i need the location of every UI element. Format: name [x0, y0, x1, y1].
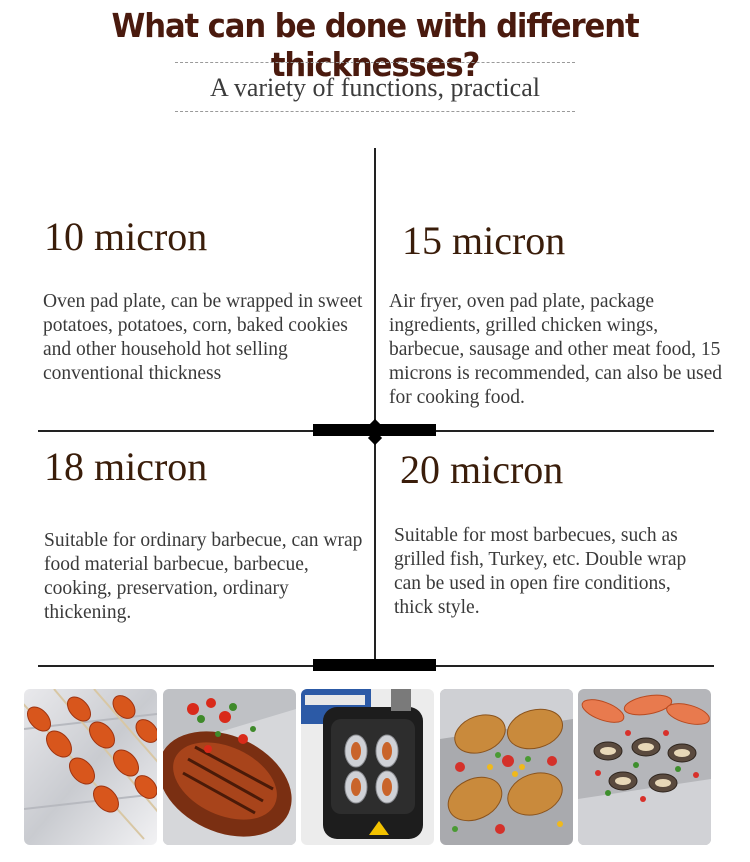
desc-20-micron: Suitable for most barbecues, such as grilled fish, Turkey, etc. Double wrap can be used in open fire conditions, thick style.	[394, 525, 687, 618]
subtitle-frame	[175, 62, 575, 112]
seafood-foil-photo	[578, 689, 711, 845]
vertical-divider	[374, 148, 376, 665]
desc-15-micron: Air fryer, oven pad plate, package ingredients, grilled chicken wings, barbecue, sausage and other meat food, 15 microns is recommended, can also be used for cooking food.	[389, 291, 723, 408]
bottom-divider-bar	[313, 659, 436, 671]
heading-15-micron: 15 micron	[402, 218, 566, 263]
heading-20-micron: 20 micron	[400, 447, 564, 492]
subtitle: A variety of functions, practical	[210, 73, 540, 102]
photo-strip	[24, 689, 724, 845]
desc-10-micron: Oven pad plate, can be wrapped in sweet potatoes, potatoes, corn, baked cookies and other household hot selling conventional thickness	[43, 291, 363, 384]
heading-10-micron: 10 micron	[44, 214, 208, 259]
skewers-on-foil-photo	[24, 689, 157, 845]
grilled-fish-photo	[163, 689, 296, 845]
air-fryer-photo	[301, 689, 434, 845]
desc-18-micron: Suitable for ordinary barbecue, can wrap food material barbecue, barbecue, cooking, preservation, ordinary thickening.	[44, 530, 363, 623]
heading-18-micron: 18 micron	[44, 444, 208, 489]
chicken-drumsticks-foil-photo	[440, 689, 573, 845]
page-title: What can be done with different thicknesses?	[111, 6, 639, 84]
